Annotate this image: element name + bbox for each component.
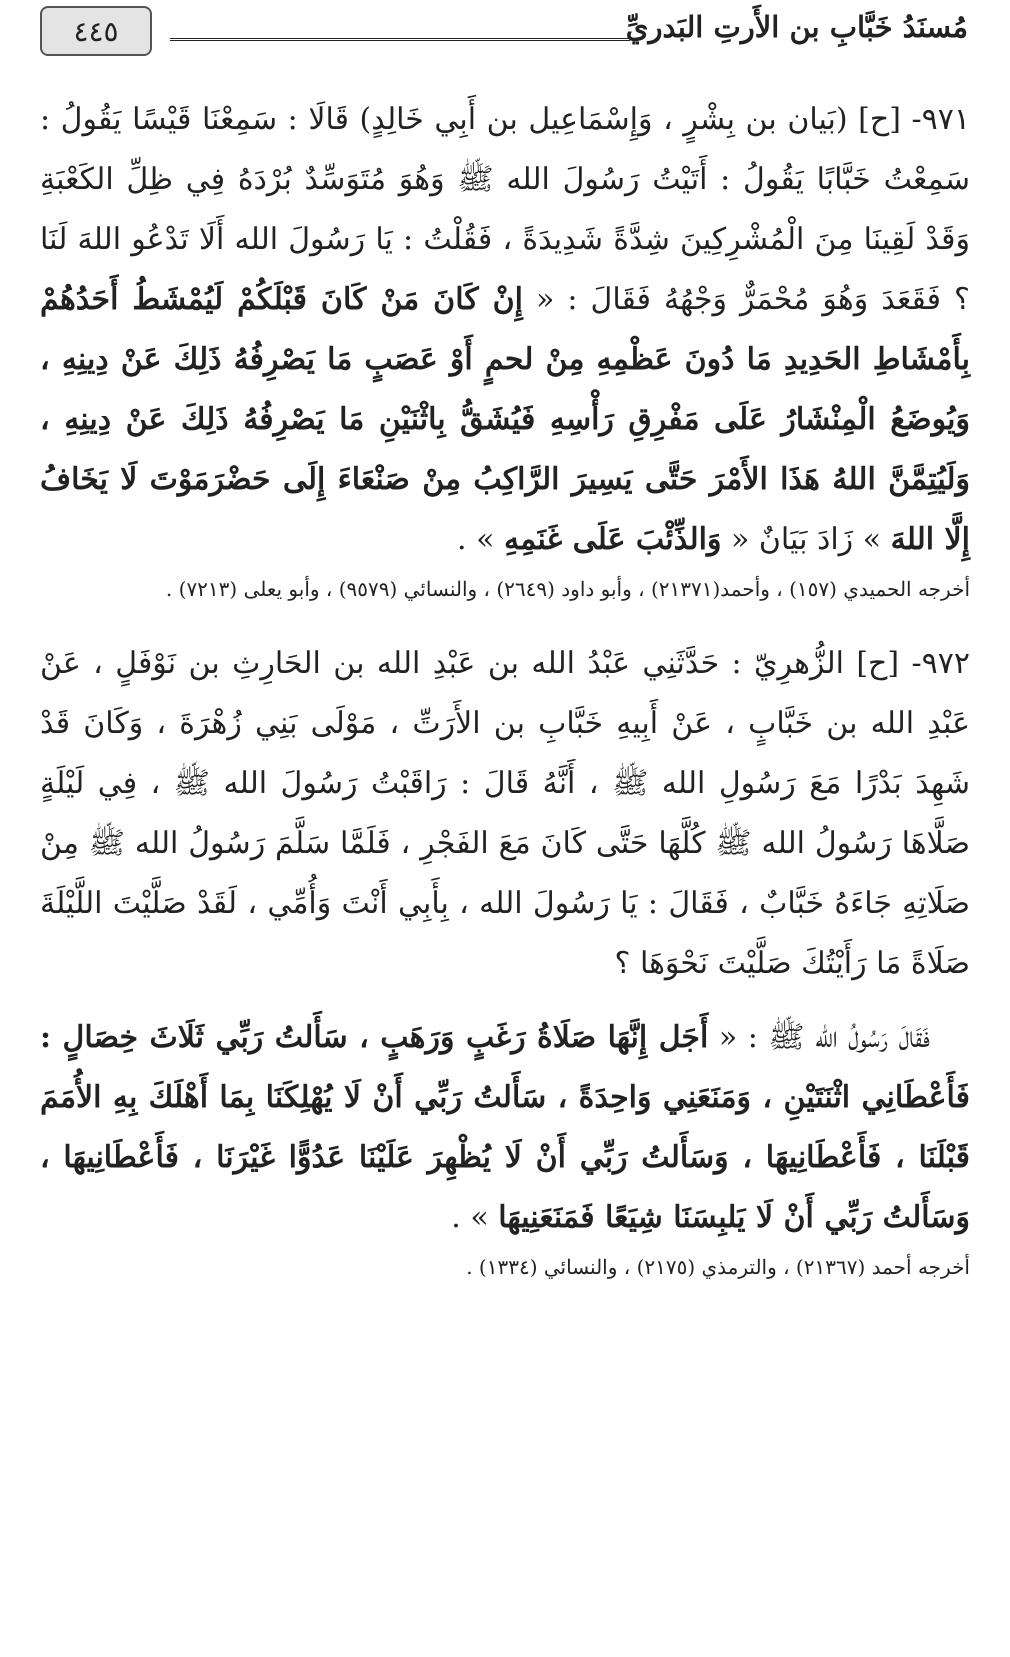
hadith-972-reply-matn: أَجَل إِنَّهَا صَلَاةُ رَغَبٍ وَرَهَبٍ ، سَأَلتُ رَبِّي ثَلَاثَ خِصَالٍ : فَأَعْطَانِي اثْنَتَيْنِ ، وَمَنَعَنِي وَاحِدَةً ، سَأَلتُ رَبِّي أَنْ لَا يُهْلِكَنَا بِمَا أَهْلَكَ بِهِ الأُمَمَ قَبْلَنَا ، فَأَعْطَانِيهَا ، وَسَأَلتُ رَبِّي أَنْ لَا يُظْهِرَ عَلَيْنَا عَدُوًّا غَيْرَنَا ، فَأَعْطَانِيهَا ، وَسَأَلتُ رَبِّي أَنْ لَا يَلبِسَنَا شِيَعًا فَمَنَعَنِيهَا	[40, 1020, 970, 1235]
hadith-972: ٩٧٢- [ح] الزُّهرِيّ : حَدَّثَنِي عَبْدُ الله بن عَبْدِ الله بن الحَارِثِ بن نَوْفَلٍ ، عَنْ عَبْدِ الله بن خَبَّابٍ ، عَنْ أَبِيهِ خَبَّابِ بن الأَرَتِّ ، مَوْلَى بَنِي زُهْرَةَ ، وَكَانَ قَدْ شَهِدَ بَدْرًا مَعَ رَسُولِ الله ﷺ ، أَنَّهُ قَالَ : رَاقَبْتُ رَسُولَ الله ﷺ ، فِي لَيْلَةٍ صَلَّاهَا رَسُولُ الله ﷺ كُلَّهَا حَتَّى كَانَ مَعَ الفَجْرِ ، فَلَمَّا سَلَّمَ رَسُولُ الله ﷺ مِنْ صَلَاتِهِ جَاءَهُ خَبَّابٌ ، فَقَالَ : يَا رَسُولَ الله ، بِأَبِي أَنْتَ وَأُمِّي ، لَقَدْ صَلَّيْتَ اللَّيْلَةَ صَلَاةً مَا رَأَيْتُكَ صَلَّيْتَ نَحْوَهَا ؟	[40, 646, 970, 981]
hadith-972-closing: » .	[451, 1200, 489, 1235]
hadith-971-matn: إِنْ كَانَ مَنْ كَانَ قَبْلَكُمْ لَيُمْشَطُ أَحَدُهُمْ بِأَمْشَاطِ الحَدِيدِ مَا دُونَ عَظْمِهِ مِنْ لحمٍ أَوْ عَصَبٍ مَا يَصْرِفُهُ ذَلِكَ عَنْ دِينِهِ ، وَيُوضَعُ الْمِنْشَارُ عَلَى مَفْرِقِ رَأْسِهِ فَيُشَقُّ بِاثْنَيْنِ مَا يَصْرِفُهُ ذَلِكَ عَنْ دِينِهِ ، وَلَيُتِمَّنَّ اللهُ هَذَا الأَمْرَ حَتَّى يَسِيرَ الرَّاكِبُ مِنْ صَنْعَاءَ إِلَى حَضْرَمَوْتَ لَا يَخَافُ إِلَّا اللهَ	[40, 282, 970, 557]
page-content	[40, 90, 970, 1312]
hadith-971-addition-matn: وَالذِّئْبَ عَلَى غَنَمِهِ	[504, 522, 722, 557]
running-title: مُسنَدُ خَبَّابِ بن الأَرتِ البَدريِّ	[625, 10, 968, 44]
header-rule	[170, 38, 630, 41]
page-number-box	[40, 6, 152, 56]
hadith-971-takhrij: أخرجه الحميدي (١٥٧) ، وأحمد(٢١٣٧١) ، وأبو داود (٢٦٤٩) ، والنسائي (٩٥٧٩) ، وأبو يعلى (٧٢١٣) .	[165, 577, 970, 601]
hadith-971	[40, 90, 970, 570]
hadith-972-reply-intro: فَقَالَ رَسُولُ الله ﷺ : «	[718, 1020, 930, 1055]
hadith-971-isnad: ٩٧١- [ح] (بَيان بن بِشْرٍ ، وَإِسْمَاعِيل بن أَبِي خَالِدٍ) قَالَا : سَمِعْنَا قَيْسًا يَقُولُ : سَمِعْتُ خَبَّابًا يَقُولُ : أَتَيْتُ رَسُولَ الله ﷺ وَهُوَ مُتَوَسِّدٌ بُرْدَهُ فِي ظِلِّ الكَعْبَةِ وَقَدْ لَقِينَا مِنَ الْمُشْرِكِينَ شِدَّةً شَدِيدَةً ، فَقُلْتُ : يَا رَسُولَ الله أَلَا تَدْعُو اللهَ لَنَا ؟ فَقَعَدَ وَهُوَ مُحْمَرٌّ وَجْهُهُ فَقَالَ : «	[40, 102, 970, 317]
page-number: ٤٤٥	[73, 14, 119, 48]
hadith-971-addition-intro: » زَادَ بَيَانٌ «	[730, 522, 882, 557]
hadith-971-closing: » .	[457, 522, 495, 557]
hadith-972-reply	[40, 1008, 970, 1248]
hadith-972-takhrij: أخرجه أحمد (٢١٣٦٧) ، والترمذي (٢١٧٥) ، والنسائي (١٣٣٤) .	[466, 1255, 970, 1279]
